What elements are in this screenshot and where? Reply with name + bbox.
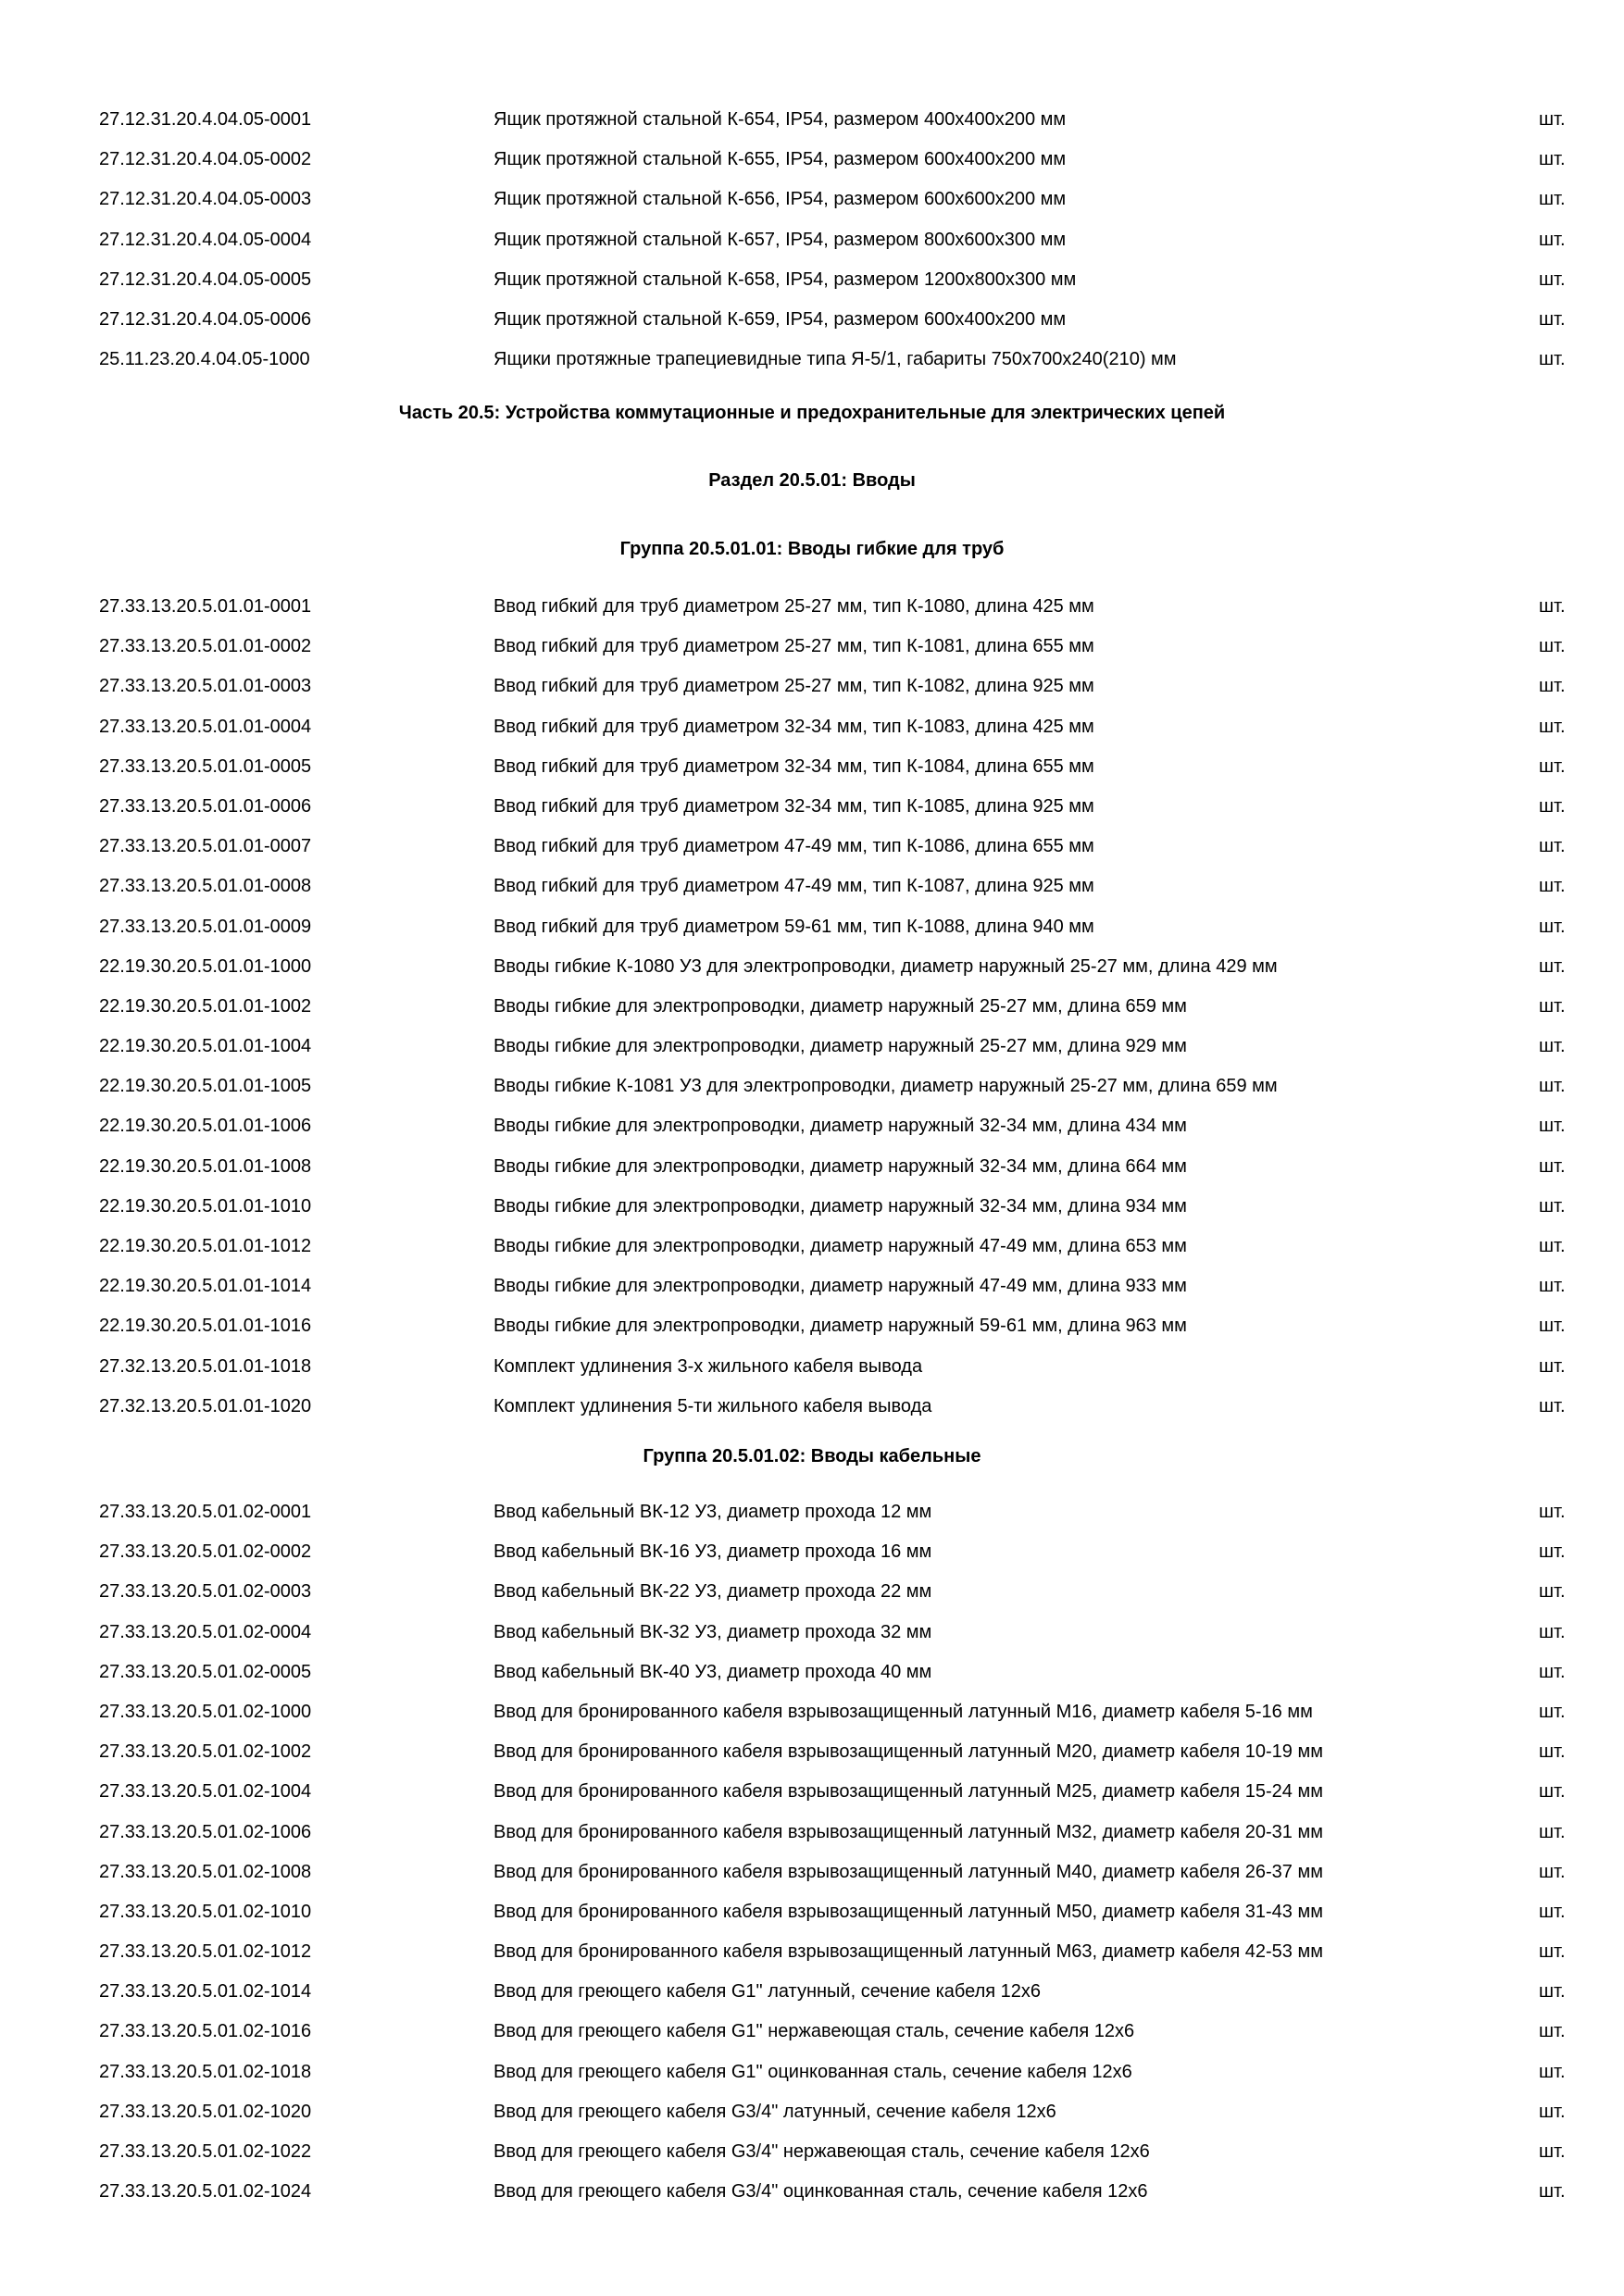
item-name: Ящик протяжной стальной К-654, IP54, размером 400x400x200 мм bbox=[493, 109, 1067, 130]
item-unit: шт. bbox=[1539, 2061, 1566, 2082]
item-name: Ящик протяжной стальной К-656, IP54, размером 600x600x200 мм bbox=[493, 189, 1067, 210]
item-unit: шт. bbox=[1539, 1661, 1566, 1682]
table-row bbox=[0, 260, 1624, 300]
item-code: 25.11.23.20.4.04.05-1000 bbox=[99, 349, 310, 370]
item-unit: шт. bbox=[1539, 1781, 1566, 1803]
item-name: Вводы гибкие для электропроводки, диаметр наружный 32-34 мм, длина 934 мм bbox=[493, 1195, 1187, 1217]
table-row bbox=[0, 180, 1624, 219]
item-code: 27.33.13.20.5.01.02-0004 bbox=[99, 1621, 312, 1642]
item-unit: шт. bbox=[1539, 1901, 1566, 1922]
item-name: Ввод для бронированного кабеля взрывозащищенный латунный М16, диаметр кабеля 5-16 мм bbox=[493, 1701, 1313, 1722]
table-row bbox=[0, 1387, 1624, 1427]
item-code: 27.33.13.20.5.01.02-1012 bbox=[99, 1941, 312, 1963]
item-name: Ввод для бронированного кабеля взрывозащищенный латунный М50, диаметр кабеля 31-43 мм bbox=[493, 1901, 1323, 1922]
item-code: 22.19.30.20.5.01.01-1008 bbox=[99, 1155, 312, 1177]
item-unit: шт. bbox=[1539, 1502, 1566, 1522]
item-code: 27.12.31.20.4.04.05-0001 bbox=[99, 109, 312, 130]
item-unit: шт. bbox=[1539, 876, 1566, 897]
item-name: Вводы гибкие для электропроводки, диаметр наружный 32-34 мм, длина 664 мм bbox=[493, 1155, 1187, 1177]
table-row bbox=[0, 1572, 1624, 1612]
item-name: Вводы гибкие для электропроводки, диаметр наружный 47-49 мм, длина 653 мм bbox=[493, 1236, 1187, 1256]
item-unit: шт. bbox=[1539, 1195, 1566, 1217]
item-unit: шт. bbox=[1539, 2101, 1566, 2122]
item-name: Вводы гибкие для электропроводки, диаметр наружный 25-27 мм, длина 929 мм bbox=[493, 1036, 1187, 1057]
item-code: 27.32.13.20.5.01.01-1020 bbox=[99, 1395, 312, 1416]
item-code: 27.33.13.20.5.01.02-0002 bbox=[99, 1541, 312, 1563]
table-row bbox=[0, 1532, 1624, 1572]
item-code: 27.33.13.20.5.01.02-1018 bbox=[99, 2061, 312, 2082]
table-row bbox=[0, 1813, 1624, 1853]
item-code: 27.33.13.20.5.01.02-1016 bbox=[99, 2021, 312, 2042]
item-unit: шт. bbox=[1539, 189, 1566, 210]
table-row bbox=[0, 1027, 1624, 1067]
item-name: Ввод для греющего кабеля G3/4" латунный, сечение кабеля 12x6 bbox=[493, 2101, 1056, 2122]
table-row bbox=[0, 707, 1624, 747]
item-name: Вводы гибкие для электропроводки, диаметр наружный 32-34 мм, длина 434 мм bbox=[493, 1116, 1187, 1137]
group-heading-flexible-inlets: Группа 20.5.01.01: Вводы гибкие для труб bbox=[619, 539, 1005, 559]
item-name: Ввод для бронированного кабеля взрывозащищенный латунный М20, диаметр кабеля 10-19 мм bbox=[493, 1741, 1323, 1763]
table-row bbox=[0, 827, 1624, 867]
table-row bbox=[0, 2132, 1624, 2172]
table-row bbox=[0, 2172, 1624, 2212]
item-unit: шт. bbox=[1539, 676, 1566, 697]
item-code: 22.19.30.20.5.01.01-1004 bbox=[99, 1036, 312, 1057]
table-row bbox=[0, 140, 1624, 180]
item-unit: шт. bbox=[1539, 836, 1566, 857]
item-name: Вводы гибкие для электропроводки, диаметр наружный 47-49 мм, длина 933 мм bbox=[493, 1276, 1187, 1297]
item-unit: шт. bbox=[1539, 2181, 1566, 2202]
item-name: Ввод гибкий для труб диаметром 47-49 мм, тип К-1087, длина 925 мм bbox=[493, 876, 1094, 897]
item-code: 27.33.13.20.5.01.02-1024 bbox=[99, 2181, 312, 2202]
item-code: 27.33.13.20.5.01.02-1010 bbox=[99, 1901, 312, 1922]
table-row bbox=[0, 2053, 1624, 2092]
item-code: 27.33.13.20.5.01.02-0001 bbox=[99, 1502, 312, 1522]
item-unit: шт. bbox=[1539, 1395, 1566, 1416]
item-unit: шт. bbox=[1539, 1276, 1566, 1297]
table-row bbox=[0, 987, 1624, 1027]
table-row bbox=[0, 1147, 1624, 1187]
item-unit: шт. bbox=[1539, 916, 1566, 937]
item-name: Ввод гибкий для труб диаметром 47-49 мм, тип К-1086, длина 655 мм bbox=[493, 836, 1094, 857]
item-code: 27.33.13.20.5.01.01-0007 bbox=[99, 836, 312, 857]
table-row bbox=[0, 1613, 1624, 1653]
item-unit: шт. bbox=[1539, 596, 1566, 617]
item-code: 22.19.30.20.5.01.01-1006 bbox=[99, 1116, 312, 1137]
item-code: 22.19.30.20.5.01.01-1000 bbox=[99, 955, 312, 977]
table-row bbox=[0, 1972, 1624, 2012]
item-name: Ввод для бронированного кабеля взрывозащищенный латунный М25, диаметр кабеля 15-24 мм bbox=[493, 1781, 1323, 1803]
item-unit: шт. bbox=[1539, 1941, 1566, 1963]
item-unit: шт. bbox=[1539, 1116, 1566, 1137]
item-unit: шт. bbox=[1539, 755, 1566, 777]
item-unit: шт. bbox=[1539, 1861, 1566, 1882]
item-name: Ввод гибкий для труб диаметром 59-61 мм, тип К-1088, длина 940 мм bbox=[493, 916, 1094, 937]
item-unit: шт. bbox=[1539, 1821, 1566, 1842]
item-code: 27.33.13.20.5.01.02-1006 bbox=[99, 1821, 312, 1842]
table-row bbox=[0, 627, 1624, 667]
item-unit: шт. bbox=[1539, 349, 1566, 370]
item-code: 22.19.30.20.5.01.01-1014 bbox=[99, 1276, 312, 1297]
item-name: Вводы гибкие для электропроводки, диаметр наружный 59-61 мм, длина 963 мм bbox=[493, 1316, 1187, 1337]
section-heading: Раздел 20.5.01: Вводы bbox=[708, 470, 916, 491]
item-code: 22.19.30.20.5.01.01-1005 bbox=[99, 1076, 312, 1097]
item-unit: шт. bbox=[1539, 308, 1566, 330]
item-name: Ввод для греющего кабеля G3/4" оцинкованная сталь, сечение кабеля 12x6 bbox=[493, 2181, 1148, 2202]
item-name: Вводы гибкие К-1081 У3 для электропроводки, диаметр наружный 25-27 мм, длина 659 мм bbox=[493, 1076, 1278, 1097]
item-code: 27.33.13.20.5.01.01-0008 bbox=[99, 876, 312, 897]
item-code: 27.33.13.20.5.01.02-1014 bbox=[99, 1981, 312, 2003]
item-unit: шт. bbox=[1539, 109, 1566, 130]
item-name: Ввод для греющего кабеля G1" оцинкованная сталь, сечение кабеля 12x6 bbox=[493, 2061, 1132, 2082]
item-name: Ввод кабельный ВК-22 У3, диаметр прохода 22 мм bbox=[493, 1581, 932, 1603]
table-row bbox=[0, 587, 1624, 627]
item-name: Ящик протяжной стальной К-659, IP54, размером 600x400x200 мм bbox=[493, 308, 1067, 330]
item-unit: шт. bbox=[1539, 1581, 1566, 1603]
item-unit: шт. bbox=[1539, 2141, 1566, 2162]
item-code: 27.33.13.20.5.01.01-0001 bbox=[99, 596, 312, 617]
item-name: Комплект удлинения 3-х жильного кабеля вывода bbox=[493, 1355, 923, 1377]
item-unit: шт. bbox=[1539, 1541, 1566, 1563]
item-name: Ввод для бронированного кабеля взрывозащищенный латунный М63, диаметр кабеля 42-53 мм bbox=[493, 1941, 1323, 1963]
item-unit: шт. bbox=[1539, 1076, 1566, 1097]
item-name: Ящик протяжной стальной К-657, IP54, размером 800x600x300 мм bbox=[493, 229, 1067, 250]
table-row bbox=[0, 2092, 1624, 2132]
item-code: 22.19.30.20.5.01.01-1016 bbox=[99, 1316, 312, 1337]
table-row bbox=[0, 300, 1624, 340]
part-heading: Часть 20.5: Устройства коммутационные и предохранительные для электрических цепей bbox=[398, 403, 1226, 423]
item-unit: шт. bbox=[1539, 1155, 1566, 1177]
item-name: Ящик протяжной стальной К-658, IP54, размером 1200x800x300 мм bbox=[493, 268, 1077, 290]
table-row bbox=[0, 1892, 1624, 1932]
item-name: Ввод гибкий для труб диаметром 32-34 мм, тип К-1085, длина 925 мм bbox=[493, 795, 1094, 817]
item-code: 27.33.13.20.5.01.02-1004 bbox=[99, 1781, 312, 1803]
item-unit: шт. bbox=[1539, 955, 1566, 977]
table-row bbox=[0, 1347, 1624, 1387]
item-name: Ввод для бронированного кабеля взрывозащищенный латунный М40, диаметр кабеля 26-37 мм bbox=[493, 1861, 1323, 1882]
item-name: Ввод для греющего кабеля G3/4" нержавеющая сталь, сечение кабеля 12x6 bbox=[493, 2141, 1150, 2162]
item-unit: шт. bbox=[1539, 1701, 1566, 1722]
item-unit: шт. bbox=[1539, 995, 1566, 1017]
price-list-block-cable-inlets bbox=[0, 1492, 1624, 2212]
item-name: Ввод гибкий для труб диаметром 32-34 мм, тип К-1084, длина 655 мм bbox=[493, 755, 1094, 777]
item-code: 27.33.13.20.5.01.02-1002 bbox=[99, 1741, 312, 1763]
table-row bbox=[0, 907, 1624, 947]
item-code: 27.32.13.20.5.01.01-1018 bbox=[99, 1355, 312, 1377]
item-code: 27.12.31.20.4.04.05-0005 bbox=[99, 268, 312, 290]
table-row bbox=[0, 1853, 1624, 1892]
item-unit: шт. bbox=[1539, 229, 1566, 250]
table-row bbox=[0, 1227, 1624, 1267]
table-row bbox=[0, 787, 1624, 827]
item-code: 27.12.31.20.4.04.05-0002 bbox=[99, 149, 312, 170]
price-list-block-flexible-inlets bbox=[0, 587, 1624, 1427]
table-row bbox=[0, 220, 1624, 260]
item-name: Вводы гибкие К-1080 У3 для электропроводки, диаметр наружный 25-27 мм, длина 429 мм bbox=[493, 955, 1278, 977]
table-row bbox=[0, 1106, 1624, 1146]
table-row bbox=[0, 747, 1624, 787]
item-code: 22.19.30.20.5.01.01-1010 bbox=[99, 1195, 312, 1217]
item-unit: шт. bbox=[1539, 1236, 1566, 1256]
item-name: Ящики протяжные трапециевидные типа Я-5/1, габариты 750х700х240(210) мм bbox=[493, 349, 1177, 370]
table-row bbox=[0, 340, 1624, 380]
item-unit: шт. bbox=[1539, 1316, 1566, 1337]
table-row bbox=[0, 667, 1624, 706]
item-name: Ввод гибкий для труб диаметром 25-27 мм, тип К-1081, длина 655 мм bbox=[493, 636, 1094, 657]
table-row bbox=[0, 867, 1624, 906]
item-name: Комплект удлинения 5-ти жильного кабеля вывода bbox=[493, 1395, 932, 1416]
item-name: Ввод гибкий для труб диаметром 32-34 мм, тип К-1083, длина 425 мм bbox=[493, 716, 1094, 737]
item-code: 27.33.13.20.5.01.02-1008 bbox=[99, 1861, 312, 1882]
item-name: Ящик протяжной стальной К-655, IP54, размером 600x400x200 мм bbox=[493, 149, 1067, 170]
item-unit: шт. bbox=[1539, 149, 1566, 170]
item-code: 27.33.13.20.5.01.01-0003 bbox=[99, 676, 312, 697]
item-unit: шт. bbox=[1539, 1355, 1566, 1377]
table-row bbox=[0, 1267, 1624, 1306]
table-row bbox=[0, 1067, 1624, 1106]
item-unit: шт. bbox=[1539, 2021, 1566, 2042]
item-code: 27.12.31.20.4.04.05-0004 bbox=[99, 229, 312, 250]
item-name: Ввод для греющего кабеля G1" латунный, сечение кабеля 12x6 bbox=[493, 1981, 1042, 2003]
item-code: 27.33.13.20.5.01.02-0005 bbox=[99, 1661, 312, 1682]
table-row bbox=[0, 1692, 1624, 1732]
item-unit: шт. bbox=[1539, 268, 1566, 290]
table-row bbox=[0, 1306, 1624, 1346]
item-name: Ввод кабельный ВК-32 У3, диаметр прохода 32 мм bbox=[493, 1621, 932, 1642]
table-row bbox=[0, 947, 1624, 987]
item-name: Ввод гибкий для труб диаметром 25-27 мм, тип К-1080, длина 425 мм bbox=[493, 596, 1094, 617]
item-code: 27.33.13.20.5.01.01-0009 bbox=[99, 916, 312, 937]
table-row bbox=[0, 1772, 1624, 1812]
item-unit: шт. bbox=[1539, 795, 1566, 817]
price-list-block-boxes bbox=[0, 100, 1624, 380]
table-row bbox=[0, 100, 1624, 140]
item-code: 27.33.13.20.5.01.02-1020 bbox=[99, 2101, 312, 2122]
table-row bbox=[0, 1653, 1624, 1692]
item-code: 22.19.30.20.5.01.01-1012 bbox=[99, 1236, 312, 1256]
table-row bbox=[0, 1187, 1624, 1227]
item-name: Ввод для греющего кабеля G1" нержавеющая сталь, сечение кабеля 12x6 bbox=[493, 2021, 1135, 2042]
item-code: 27.12.31.20.4.04.05-0003 bbox=[99, 189, 312, 210]
item-code: 27.33.13.20.5.01.02-0003 bbox=[99, 1581, 312, 1603]
item-unit: шт. bbox=[1539, 1621, 1566, 1642]
item-code: 22.19.30.20.5.01.01-1002 bbox=[99, 995, 312, 1017]
item-code: 27.12.31.20.4.04.05-0006 bbox=[99, 308, 312, 330]
item-name: Вводы гибкие для электропроводки, диаметр наружный 25-27 мм, длина 659 мм bbox=[493, 995, 1187, 1017]
item-code: 27.33.13.20.5.01.01-0005 bbox=[99, 755, 312, 777]
item-unit: шт. bbox=[1539, 1036, 1566, 1057]
item-code: 27.33.13.20.5.01.01-0002 bbox=[99, 636, 312, 657]
table-row bbox=[0, 2012, 1624, 2052]
item-name: Ввод кабельный ВК-40 У3, диаметр прохода 40 мм bbox=[493, 1661, 932, 1682]
item-unit: шт. bbox=[1539, 716, 1566, 737]
item-code: 27.33.13.20.5.01.02-1000 bbox=[99, 1701, 312, 1722]
item-code: 27.33.13.20.5.01.01-0006 bbox=[99, 795, 312, 817]
item-code: 27.33.13.20.5.01.01-0004 bbox=[99, 716, 312, 737]
item-name: Ввод кабельный ВК-16 У3, диаметр прохода 16 мм bbox=[493, 1541, 932, 1563]
table-row bbox=[0, 1932, 1624, 1972]
item-code: 27.33.13.20.5.01.02-1022 bbox=[99, 2141, 312, 2162]
table-row bbox=[0, 1732, 1624, 1772]
item-name: Ввод кабельный ВК-12 У3, диаметр прохода 12 мм bbox=[493, 1502, 932, 1522]
group-heading-cable-inlets: Группа 20.5.01.02: Вводы кабельные bbox=[643, 1446, 981, 1466]
item-unit: шт. bbox=[1539, 636, 1566, 657]
item-name: Ввод гибкий для труб диаметром 25-27 мм, тип К-1082, длина 925 мм bbox=[493, 676, 1094, 697]
table-row bbox=[0, 1492, 1624, 1532]
item-name: Ввод для бронированного кабеля взрывозащищенный латунный М32, диаметр кабеля 20-31 мм bbox=[493, 1821, 1323, 1842]
item-unit: шт. bbox=[1539, 1741, 1566, 1763]
item-unit: шт. bbox=[1539, 1981, 1566, 2003]
